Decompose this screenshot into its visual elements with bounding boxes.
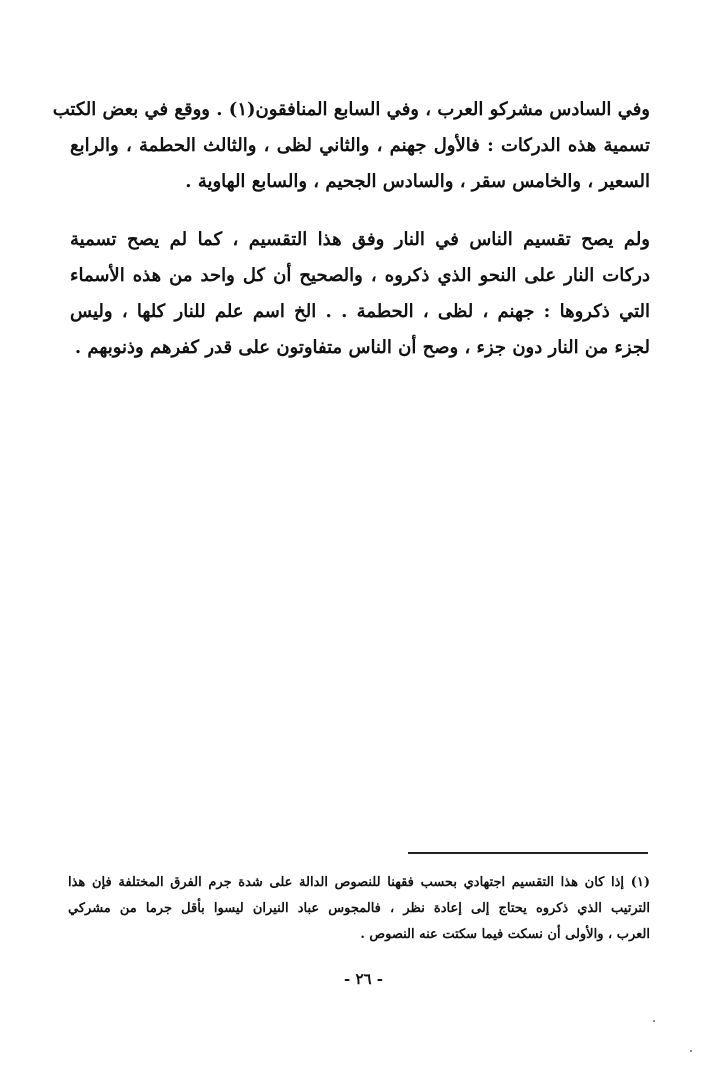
paragraph-line: ولم يصح تقسيم الناس في النار وفق هذا التقسيم ، كما لم يصح تسمية	[70, 229, 650, 250]
paragraph-2	[70, 222, 650, 366]
paragraph-line: وفي السادس مشركو العرب ، وفي السابع المنافقون(١) . ووقع في بعض الكتب	[52, 99, 650, 120]
footnote-line: العرب ، والأولى أن نسكت فيما سكتت عنه النصوص .	[360, 927, 650, 942]
scan-speck	[690, 1050, 692, 1052]
footnote-line: (١) إذا كان هذا التقسيم اجتهادي بحسب فقهنا للنصوص الدالة على شدة جرم الفرق المختلفة فإن هذا	[68, 875, 650, 890]
footnote-line: الترتيب الذي ذكروه يحتاج إلى إعادة نظر ، فالمجوس عباد النيران ليسوا بأقل جرما من مشركي	[68, 901, 650, 916]
paragraph-line: تسمية هذه الدركات : فالأول جهنم ، والثاني لظى ، والثالث الحطمة ، والرابع	[70, 135, 650, 156]
footnote	[68, 870, 650, 948]
paragraph-1	[52, 92, 650, 200]
footnote-separator	[408, 852, 648, 854]
scan-speck	[653, 1020, 655, 1022]
paragraph-line: دركات النار على النحو الذي ذكروه ، والصحيح أن كل واحد من هذه الأسماء	[70, 265, 650, 286]
paragraph-line: التي ذكروها : جهنم ، لظى ، الحطمة . . الخ اسم علم للنار كلها ، وليس	[70, 301, 650, 322]
paragraph-line: السعير ، والخامس سقر ، والسادس الجحيم ، والسابع الهاوية .	[185, 171, 650, 192]
page-number: - ٢٦ -	[343, 970, 384, 988]
paragraph-line: لجزء من النار دون جزء ، وصح أن الناس متفاوتون على قدر كفرهم وذنوبهم .	[74, 337, 650, 358]
